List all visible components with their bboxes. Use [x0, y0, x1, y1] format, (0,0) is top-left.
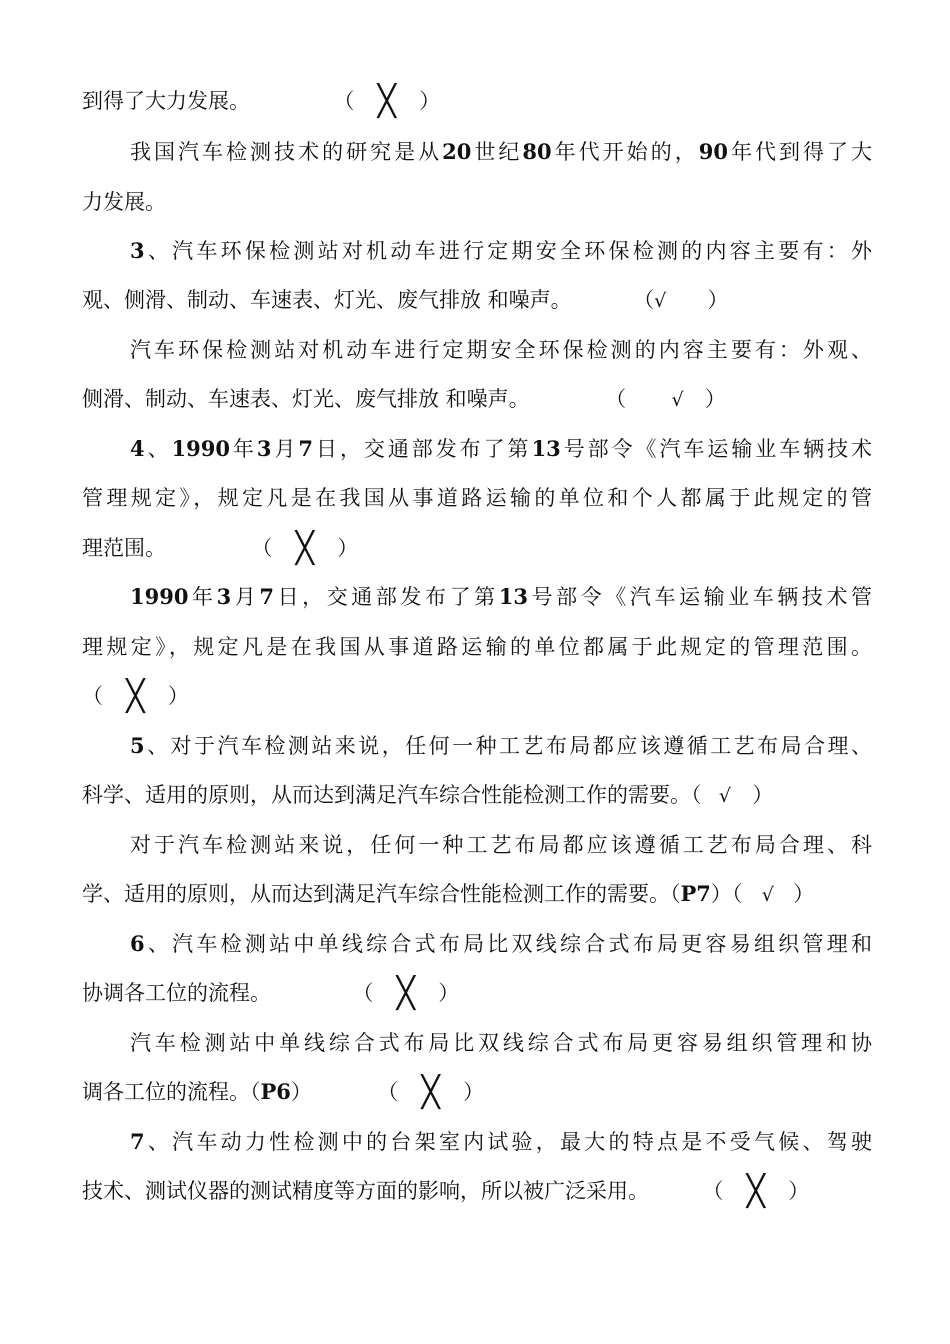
answer-open-paren: （ — [377, 1080, 399, 1104]
check-mark: √ — [761, 884, 774, 906]
line-text: 、汽车环保检测站对机动车进行定期安全环保检测的内容主要有：外 — [144, 239, 872, 263]
question-number: 5 — [130, 733, 145, 758]
answer-close-paren: ） — [337, 536, 359, 560]
text-line — [82, 1174, 872, 1209]
text-line — [130, 335, 872, 365]
text-line — [82, 976, 872, 1011]
question-line — [130, 236, 872, 266]
answer-open-paren: （ — [251, 536, 273, 560]
text-line — [130, 582, 872, 612]
line-text: 对于汽车检测站来说，任何一种工艺布局都应该遵循工艺布局合理、科 — [130, 833, 872, 857]
line-text: 协调各工位的流程。 — [82, 981, 271, 1005]
answer-close-paren: ） — [167, 684, 189, 708]
text-line — [82, 780, 872, 810]
text-line — [82, 285, 872, 315]
line-text: 、汽车动力性检测中的台架室内试验，最大的特点是不受气候、驾驶 — [144, 1130, 872, 1154]
wrong-mark: ╳ — [421, 1075, 440, 1110]
bold-number: 20 — [442, 139, 472, 164]
answer-close-paren: ） — [793, 882, 815, 906]
check-mark: √ — [671, 389, 684, 411]
wrong-mark: ╳ — [746, 1174, 765, 1209]
line-text: 力发展。 — [82, 190, 166, 214]
line-text: 到得了大力发展。 — [82, 89, 250, 113]
question-number: 7 — [130, 1129, 145, 1154]
line-text: 观、侧滑、制动、车速表、灯光、废气排放 和噪声。 — [82, 288, 572, 312]
bold-number: 7 — [298, 436, 314, 461]
text-line — [82, 531, 872, 566]
line-text: 世纪 — [471, 140, 523, 164]
answer-open-paren: （ — [731, 882, 743, 906]
wrong-mark: ╳ — [377, 84, 396, 119]
bold-number: 3 — [256, 436, 272, 461]
wrong-mark: ╳ — [295, 531, 314, 566]
answer-open-paren: （ — [82, 684, 103, 708]
text-line — [82, 632, 872, 662]
bold-number: 13 — [498, 584, 528, 609]
line-text: 调各工位的流程。（ — [82, 1080, 261, 1104]
line-text: 月 — [271, 437, 299, 461]
line-text: 年 — [229, 437, 257, 461]
text-line — [82, 879, 872, 909]
answer-close-paren: ） — [788, 1179, 810, 1203]
bold-number: 1990 — [130, 584, 189, 609]
line-text: 技术、测试仪器的测试精度等方面的影响，所以被广泛采用。 — [82, 1179, 649, 1203]
line-text: 日，交通部发布了第 — [274, 585, 499, 609]
line-text: 学、适用的原则，从而达到满足汽车综合性能检测工作的需要。（ — [82, 882, 681, 906]
text-line — [82, 384, 872, 414]
bold-number: 13 — [531, 436, 561, 461]
question-line — [130, 929, 872, 959]
text-line — [82, 483, 872, 513]
line-text: 理范围。 — [82, 536, 166, 560]
answer-open-paren: （ — [352, 981, 374, 1005]
answer-close-paren: ） — [419, 89, 441, 113]
answer-open-paren: （ — [605, 387, 627, 411]
line-text: 、汽车检测站中单线综合式布局比双线综合式布局更容易组织管理和 — [144, 932, 872, 956]
line-text: 、对于汽车检测站来说，任何一种工艺布局都应该遵循工艺布局合理、 — [144, 734, 872, 758]
bold-number: 90 — [698, 139, 728, 164]
question-number: 4 — [130, 436, 145, 461]
bold-number: 80 — [522, 139, 552, 164]
text-line — [82, 679, 872, 714]
bold-number: 3 — [216, 584, 232, 609]
line-text: 号部令《汽车运输业车辆技术 — [560, 437, 873, 461]
line-text: 我国汽车检测技术的研究是从 — [130, 140, 443, 164]
answer-open-paren: （ — [633, 288, 655, 312]
line-text: 日，交通部发布了第 — [313, 437, 532, 461]
answer-open-paren: （ — [702, 1179, 724, 1203]
answer-open-paren: （ — [691, 783, 702, 807]
question-number: 6 — [130, 931, 145, 956]
text-line — [130, 1028, 872, 1058]
question-line — [130, 731, 872, 761]
line-text: 月 — [231, 585, 260, 609]
text-line — [82, 187, 872, 217]
line-text: 年代到得了大 — [727, 140, 873, 164]
question-line — [130, 1127, 872, 1157]
bold-number: 1990 — [171, 436, 230, 461]
line-text: 管理规定》，规定凡是在我国从事道路运输的单位和个人都属于此规定的管 — [82, 486, 872, 510]
answer-close-paren: ） — [463, 1080, 485, 1104]
text-line — [130, 137, 872, 167]
page-reference: P7 — [680, 881, 711, 906]
bold-number: 7 — [259, 584, 275, 609]
line-text: 侧滑、制动、车速表、灯光、废气排放 和噪声。 — [82, 387, 530, 411]
check-mark: √ — [718, 785, 731, 807]
text-line — [82, 84, 872, 119]
line-text: 理规定》，规定凡是在我国从事道路运输的单位都属于此规定的管理范围。 — [82, 635, 872, 659]
question-number: 3 — [130, 238, 145, 263]
text-line — [82, 1075, 872, 1110]
line-text: 科学、适用的原则，从而达到满足汽车综合性能检测工作的需要。 — [82, 783, 691, 807]
line-text: 汽车检测站中单线综合式布局比双线综合式布局更容易组织管理和协 — [130, 1031, 872, 1055]
answer-close-paren: ） — [438, 981, 460, 1005]
question-line — [130, 434, 872, 464]
line-text: 、 — [144, 437, 172, 461]
line-text: 年代开始的， — [551, 140, 699, 164]
answer-open-paren: （ — [333, 89, 355, 113]
line-text: 年 — [188, 585, 217, 609]
answer-close-paren: ） — [707, 288, 729, 312]
line-text: 汽车环保检测站对机动车进行定期安全环保检测的内容主要有：外观、 — [130, 338, 872, 362]
page-reference: P6 — [260, 1079, 291, 1104]
wrong-mark: ╳ — [126, 679, 145, 714]
line-text: 号部令《汽车运输业车辆技术管 — [528, 585, 873, 609]
line-text: ） — [290, 1080, 312, 1104]
answer-close-paren: ） — [752, 783, 774, 807]
answer-close-paren: ） — [704, 387, 726, 411]
line-text: ） — [710, 882, 732, 906]
text-line — [130, 830, 872, 860]
check-mark: √ — [654, 290, 667, 312]
wrong-mark: ╳ — [396, 976, 415, 1011]
